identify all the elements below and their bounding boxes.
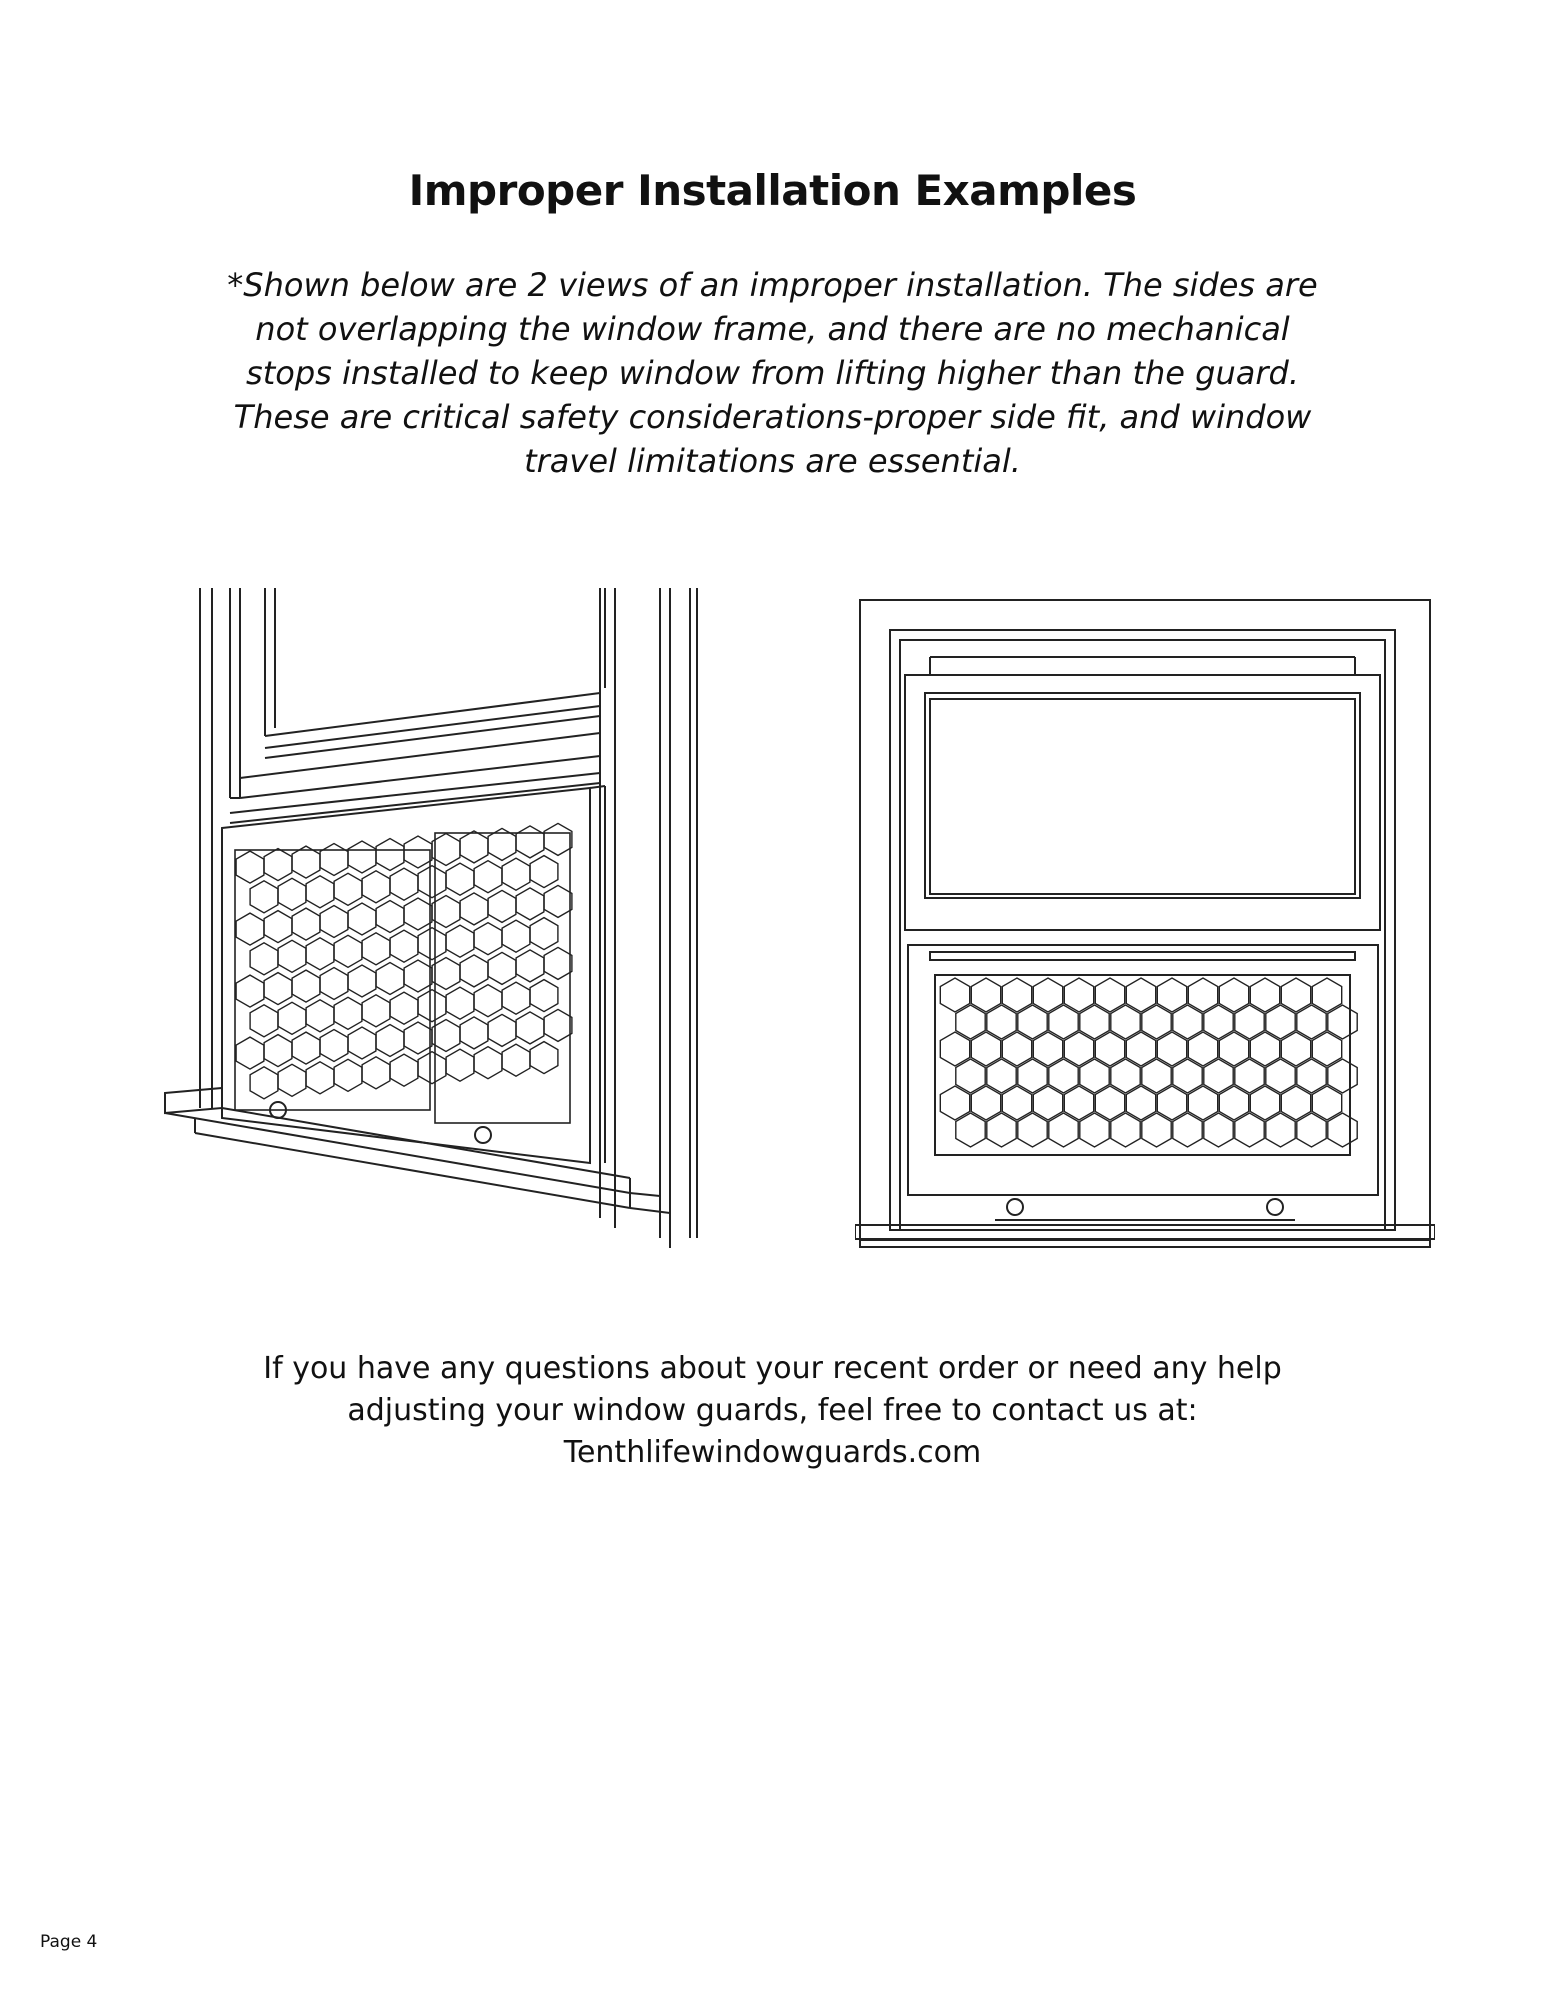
- intro-line: travel limitations are essential.: [524, 442, 1021, 480]
- page-title: Improper Installation Examples: [408, 166, 1137, 216]
- intro-line: *Shown below are 2 views of an improper installation. The sides are: [227, 266, 1318, 304]
- intro-line: not overlapping the window frame, and there are no mechanical: [255, 310, 1290, 348]
- intro-line: stops installed to keep window from lifting higher than the guard.: [246, 354, 1299, 392]
- page-number: Page 4: [40, 1932, 98, 1952]
- front-window-guard-illustration: [855, 595, 1435, 1275]
- contact-paragraph: [200, 1348, 1345, 1474]
- contact-website: Tenthlifewindowguards.com: [563, 1435, 982, 1470]
- angled-window-guard-illustration: [160, 588, 720, 1268]
- contact-line: If you have any questions about your recent order or need any help: [263, 1351, 1282, 1386]
- intro-line: These are critical safety considerations-proper side fit, and window: [233, 398, 1312, 436]
- contact-line: adjusting your window guards, feel free to contact us at:: [347, 1393, 1198, 1428]
- intro-paragraph: [200, 263, 1345, 483]
